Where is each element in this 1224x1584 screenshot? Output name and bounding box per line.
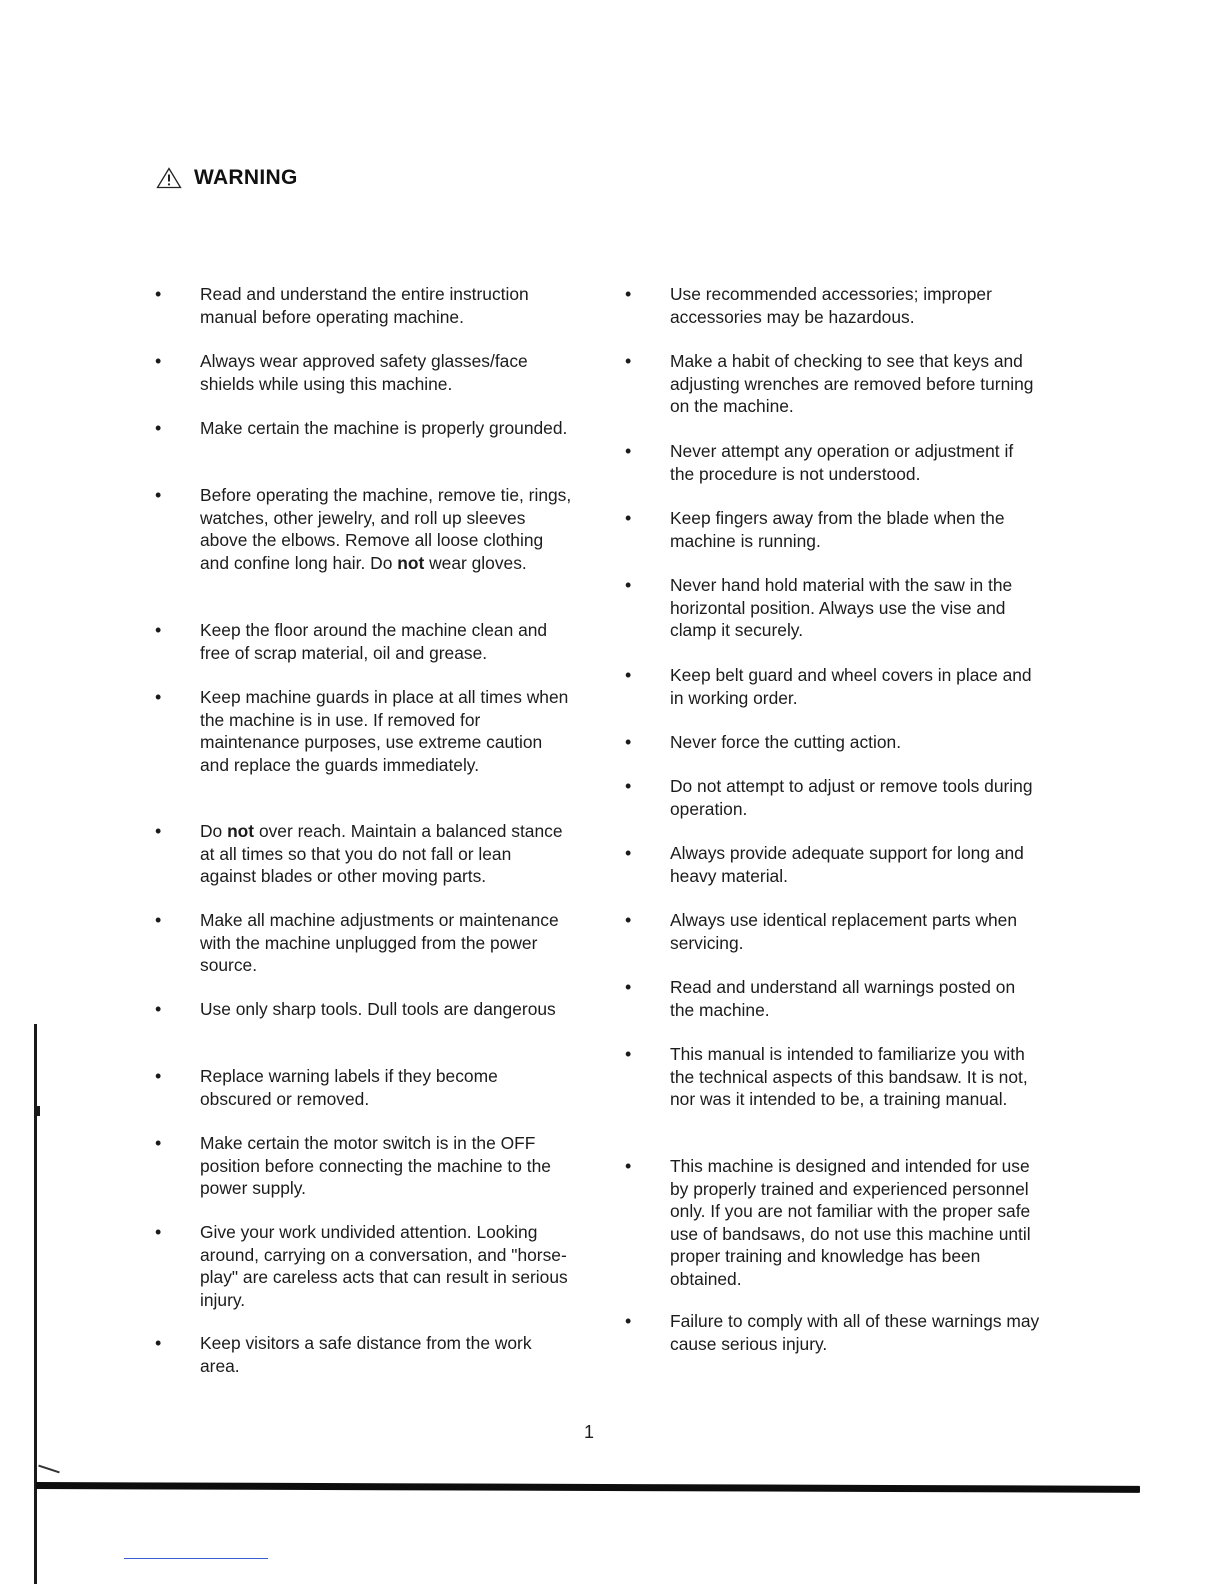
list-item-text: Keep fingers away from the blade when the machine is running. <box>670 508 1005 551</box>
list-item <box>152 484 572 574</box>
bullet-icon: • <box>155 1333 162 1353</box>
bullet-icon: • <box>155 821 162 841</box>
list-item <box>152 1132 572 1200</box>
bullet-icon: • <box>155 999 162 1019</box>
list-item-text: Make a habit of checking to see that keys and adjusting wrenches are removed before turning on the machine. <box>670 351 1034 417</box>
bullet-icon: • <box>625 284 632 304</box>
bottom-rule <box>36 1482 1140 1493</box>
bullet-icon: • <box>155 485 162 505</box>
list-item-text: Never hand hold material with the saw in the horizontal position. Always use the vise and clamp it securely. <box>670 575 1013 641</box>
bullet-icon: • <box>625 575 632 595</box>
bullet-icon: • <box>155 687 162 707</box>
list-item-text: Always provide adequate support for long and heavy material. <box>670 843 1024 886</box>
list-item-text: Read and understand all warnings posted on the machine. <box>670 977 1016 1020</box>
list-item-text: Never attempt any operation or adjustment if the procedure is not understood. <box>670 441 1014 484</box>
bullet-icon: • <box>155 418 162 438</box>
list-item-text: Keep machine guards in place at all times when the machine is in use. If removed for maintenance purposes, use extreme caution and replace the guards immediately. <box>200 687 569 775</box>
list-item-text: Use recommended accessories; improper accessories may be hazardous. <box>670 284 992 327</box>
list-item <box>152 350 572 395</box>
list-item-text: Never force the cutting action. <box>670 732 902 752</box>
bullet-icon: • <box>155 351 162 371</box>
warning-title: WARNING <box>194 166 298 189</box>
list-item <box>152 686 572 776</box>
bullet-icon: • <box>625 776 632 796</box>
list-item <box>152 283 572 328</box>
list-item-text: Read and understand the entire instruction manual before operating machine. <box>200 284 529 327</box>
list-item <box>622 350 1042 418</box>
bullet-icon: • <box>155 1133 162 1153</box>
emphasis-not: not <box>227 821 255 841</box>
list-item <box>622 976 1042 1021</box>
list-item-text: Failure to comply with all of these warnings may cause serious injury. <box>670 1311 1040 1354</box>
list-item <box>152 820 572 888</box>
bullet-icon: • <box>625 665 632 685</box>
page-number: 1 <box>584 1422 595 1442</box>
list-item <box>622 842 1042 887</box>
bullet-icon: • <box>155 620 162 640</box>
list-item <box>622 909 1042 954</box>
bullet-icon: • <box>625 441 632 461</box>
list-item-text: Use only sharp tools. Dull tools are dangerous <box>200 999 556 1019</box>
bullet-icon: • <box>155 284 162 304</box>
emphasis-not: not <box>397 552 425 573</box>
list-item-text: Keep visitors a safe distance from the work area. <box>200 1333 532 1376</box>
warning-heading <box>156 166 298 190</box>
scan-tick-mark <box>36 1106 40 1116</box>
blue-underline-mark <box>124 1558 268 1559</box>
bullet-icon: • <box>625 351 632 371</box>
list-item-text: Before operating the machine, remove tie, rings, watches, other jewelry, and roll up sleeves above the elbows. Remove all loose clothing and confine long hair. Do not wear gloves. <box>200 485 572 573</box>
list-item-text: This machine is designed and intended for use by properly trained and experienced personnel only. If you are not familiar with the proper safe use of bandsaws, do not use this machine until proper training and knowledge has been obtained. <box>670 1156 1031 1289</box>
list-item-text: Make certain the machine is properly grounded. <box>200 418 568 438</box>
list-item <box>152 998 572 1021</box>
list-item <box>622 775 1042 820</box>
bullet-icon: • <box>155 1222 162 1242</box>
list-item-text: Always wear approved safety glasses/face shields while using this machine. <box>200 351 528 394</box>
list-item <box>622 1310 1042 1355</box>
bullet-icon: • <box>625 1311 632 1331</box>
warning-triangle-icon <box>156 167 182 189</box>
list-item-text: Always use identical replacement parts when servicing. <box>670 910 1018 953</box>
bullet-icon: • <box>625 1044 632 1064</box>
list-item <box>152 1065 572 1110</box>
list-item-text: Do not over reach. Maintain a balanced stance at all times so that you do not fall or lean against blades or other moving parts. <box>200 821 563 887</box>
bullet-icon: • <box>155 910 162 930</box>
list-item <box>622 507 1042 552</box>
list-item <box>622 1155 1042 1291</box>
list-item <box>152 1332 572 1377</box>
list-item-text: Make all machine adjustments or maintenance with the machine unplugged from the power source. <box>200 910 559 976</box>
list-item <box>622 283 1042 328</box>
bullet-icon: • <box>625 508 632 528</box>
list-item-text: Give your work undivided attention. Looking around, carrying on a conversation, and "horse-play" are careless acts that can result in serious injury. <box>200 1222 568 1310</box>
list-item <box>622 664 1042 709</box>
list-item <box>152 417 572 440</box>
list-item-text: Keep belt guard and wheel covers in place and in working order. <box>670 665 1032 708</box>
list-item <box>152 619 572 664</box>
bullet-icon: • <box>625 732 632 752</box>
list-item-text: This manual is intended to familiarize you with the technical aspects of this bandsaw. It is not, nor was it intended to be, a training manual. <box>670 1044 1028 1110</box>
list-item-text: Do not attempt to adjust or remove tools during operation. <box>670 776 1033 819</box>
list-item <box>622 440 1042 485</box>
list-item <box>622 574 1042 642</box>
list-item <box>152 1221 572 1311</box>
list-item <box>622 1043 1042 1111</box>
bullet-icon: • <box>625 843 632 863</box>
list-item-text: Make certain the motor switch is in the OFF position before connecting the machine to the power supply. <box>200 1133 551 1199</box>
list-item <box>622 731 1042 754</box>
list-item <box>152 909 572 977</box>
list-item-text: Replace warning labels if they become obscured or removed. <box>200 1066 498 1109</box>
bullet-icon: • <box>625 910 632 930</box>
bullet-icon: • <box>155 1066 162 1086</box>
bullet-icon: • <box>625 977 632 997</box>
bullet-icon: • <box>625 1156 632 1176</box>
list-item-text: Keep the floor around the machine clean and free of scrap material, oil and grease. <box>200 620 548 663</box>
scan-artifact-mark <box>38 1465 60 1474</box>
